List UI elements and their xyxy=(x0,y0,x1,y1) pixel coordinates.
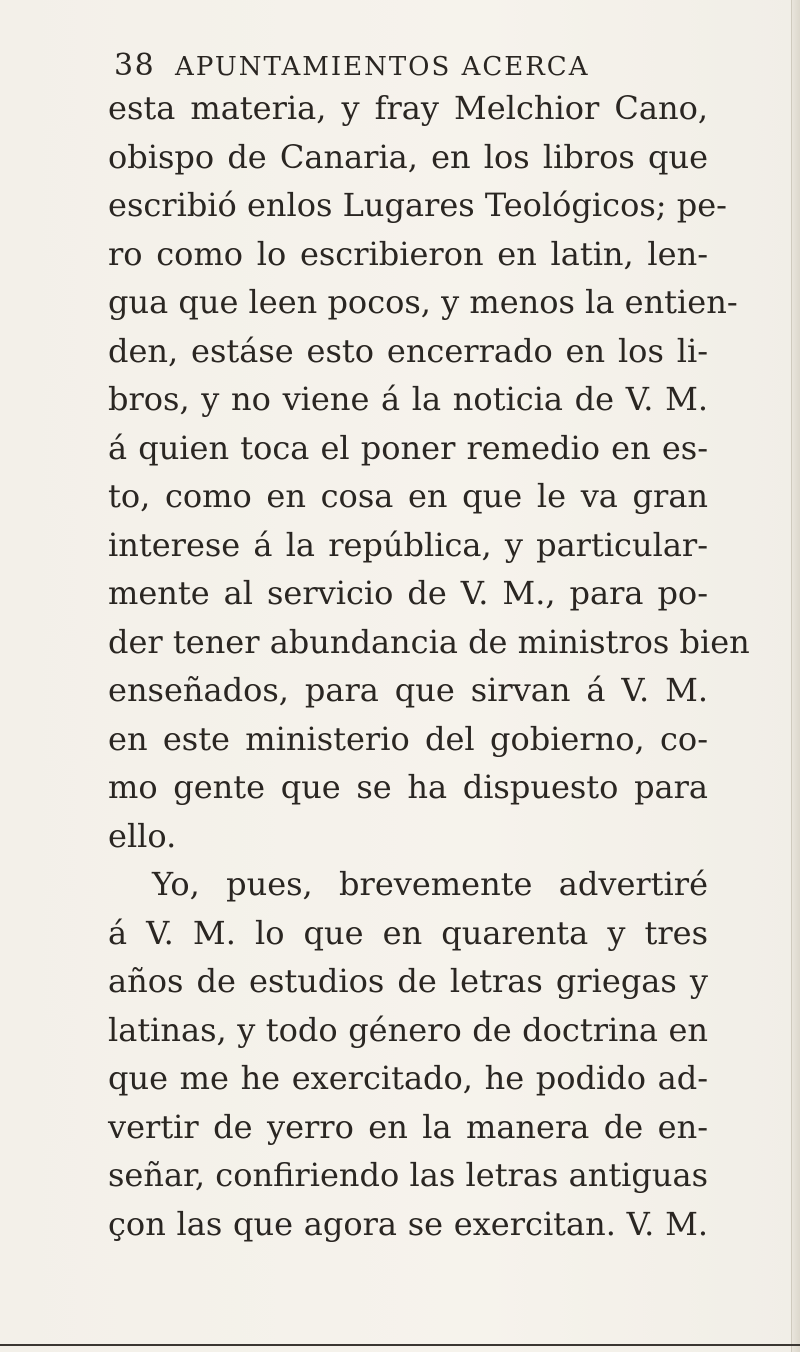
text-line: mo gente que se ha dispuesto para xyxy=(108,768,708,806)
body-text xyxy=(108,84,750,1248)
text-line: to, como en cosa en que le va gran xyxy=(108,477,708,515)
text-line: interese á la república, y particular- xyxy=(108,525,708,564)
text-line: gua que leen pocos, y menos la entien- xyxy=(108,283,738,321)
text-line: á V. M. lo que en quarenta y tres xyxy=(108,913,708,952)
running-title: APUNTAMIENTOS ACERCA xyxy=(175,52,590,82)
text-line: años de estudios de letras griegas y xyxy=(108,962,708,1000)
text-line: latinas, y todo género de doctrina en xyxy=(108,1010,708,1049)
text-line: mente al servicio de V. M., para po- xyxy=(108,574,708,612)
text-line: ro como lo escribieron en latin, len- xyxy=(108,234,708,273)
bottom-rule xyxy=(0,1344,800,1346)
text-line: çon las que agora se exercitan. V. M. xyxy=(108,1204,708,1243)
text-line: escribió enlos Lugares Teológicos; pe- xyxy=(108,186,727,224)
text-line: bros, y no viene á la noticia de V. M. xyxy=(108,380,708,418)
page-number: 38 xyxy=(114,48,156,83)
page-edge xyxy=(791,0,800,1352)
text-line: á quien toca el poner remedio en es- xyxy=(108,428,708,467)
text-line: der tener abundancia de ministros bien xyxy=(108,622,750,661)
text-line: den, estáse esto encerrado en los li- xyxy=(108,331,708,370)
text-line: obispo de Canaria, en los libros que xyxy=(108,137,708,176)
running-header xyxy=(114,48,674,88)
text-line: señar, confiriendo las letras antiguas xyxy=(108,1156,708,1194)
text-line: que me he exercitado, he podido ad- xyxy=(108,1059,708,1097)
text-line: en este ministerio del gobierno, co- xyxy=(108,719,708,758)
text-line: esta materia, y fray Melchior Cano, xyxy=(108,89,708,127)
paragraph-first-line: Yo, pues, brevemente advertiré xyxy=(152,865,708,903)
text-line: vertir de yerro en la manera de en- xyxy=(108,1107,708,1146)
text-line: ello. xyxy=(108,816,177,855)
text-line: enseñados, para que sirvan á V. M. xyxy=(108,671,708,709)
